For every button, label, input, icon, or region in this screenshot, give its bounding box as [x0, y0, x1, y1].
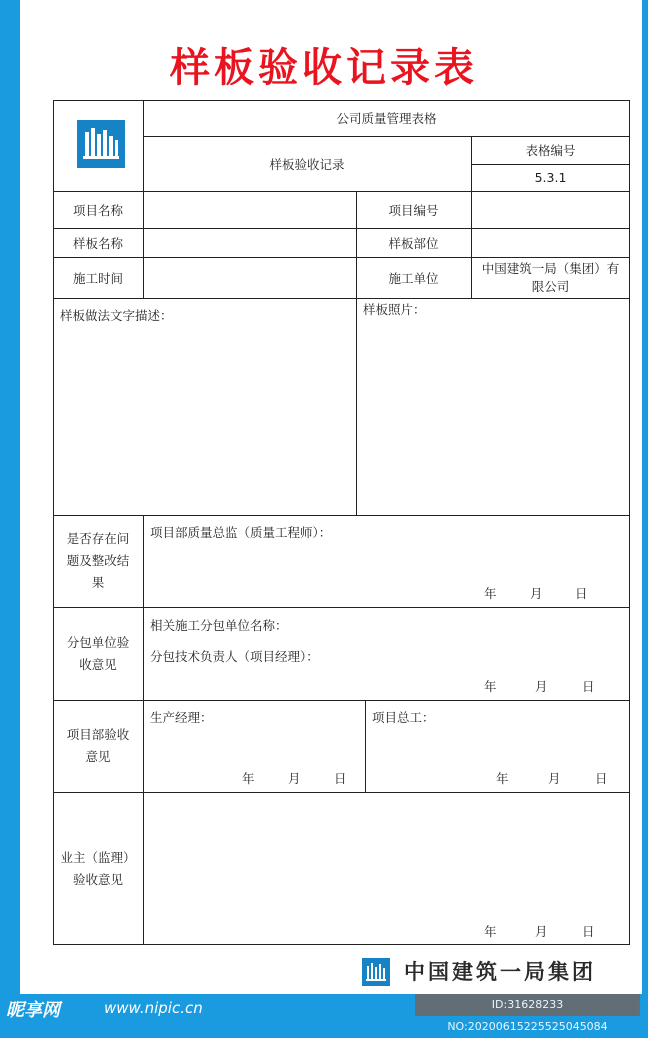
date-month: 月: [288, 771, 301, 786]
cscec-logo-icon: [362, 958, 390, 986]
date-day: 日: [582, 679, 595, 694]
owner-label-line: 验收意见: [72, 871, 123, 887]
date-year: 年: [484, 924, 497, 939]
watermark-url[interactable]: www.nipic.cn: [104, 999, 203, 1017]
date-month: 月: [535, 679, 548, 694]
project-no-label: 项目编号: [388, 202, 439, 218]
cscec-logo-icon: [77, 120, 125, 168]
date-month: 月: [530, 586, 543, 601]
project-dept-label: [53, 700, 143, 792]
production-manager-label: 生产经理：: [150, 710, 213, 725]
date-day: 日: [595, 771, 608, 786]
subcontract-tech-lead-label: 分包技术负责人（项目经理）：: [150, 649, 319, 664]
watermark-id: ID:31628233 NO:20200615225525045084: [415, 994, 640, 1016]
record-name: 样板验收记录: [269, 156, 345, 172]
date-year: 年: [242, 771, 255, 786]
construction-time-label: 施工时间: [72, 270, 123, 286]
sample-location-label: 样板部位: [388, 235, 439, 251]
issues-label-line: 是否存在问: [66, 531, 130, 546]
date-day: 日: [575, 586, 588, 601]
subcontract-label-line: 分包单位验: [66, 634, 130, 650]
footer-logo: [362, 958, 390, 986]
subcontract-label: [53, 607, 143, 700]
footer-company-name: 中国建筑一局集团: [404, 960, 596, 984]
page-title: 样板验收记录表: [170, 45, 478, 91]
construction-unit-line: 中国建筑一局（集团）有: [481, 260, 620, 276]
date-day: 日: [334, 771, 347, 786]
date-year: 年: [484, 586, 497, 601]
table-rule: [365, 700, 366, 792]
company-logo: [77, 120, 125, 168]
date-year: 年: [484, 679, 497, 694]
company-form-label: 公司质量管理表格: [336, 111, 437, 126]
method-desc-label: 样板做法文字描述：: [60, 308, 173, 323]
construction-unit-label: 施工单位: [388, 270, 439, 286]
sample-name-label: 样板名称: [72, 235, 123, 251]
table-rule: [53, 298, 630, 299]
date-month: 月: [535, 924, 548, 939]
project-dept-label-line: 项目部验收: [66, 727, 130, 742]
form-no-label: 表格编号: [525, 143, 576, 158]
date-month: 月: [548, 771, 561, 786]
construction-unit-value: [471, 257, 630, 298]
form-no-value: 5.3.1: [534, 170, 567, 185]
issues-label-line: 果: [91, 575, 105, 590]
owner-label: [53, 792, 143, 945]
date-year: 年: [496, 771, 509, 786]
watermark-site: 昵享网: [6, 1000, 60, 1021]
photo-label: 样板照片：: [363, 302, 426, 317]
project-name-label: 项目名称: [72, 202, 123, 218]
issues-label-line: 题及整改结: [66, 553, 130, 568]
quality-supervisor-label: 项目部质量总监（质量工程师）：: [150, 525, 332, 540]
subcontract-label-line: 收意见: [79, 656, 117, 672]
project-dept-label-line: 意见: [85, 749, 111, 764]
construction-unit-line: 限公司: [531, 278, 570, 294]
table-rule: [143, 515, 144, 945]
owner-label-line: 业主（监理）: [60, 849, 136, 865]
subcontract-unit-name-label: 相关施工分包单位名称：: [150, 618, 288, 633]
chief-engineer-label: 项目总工：: [372, 710, 435, 725]
issues-label: [53, 515, 143, 607]
date-day: 日: [582, 924, 595, 939]
